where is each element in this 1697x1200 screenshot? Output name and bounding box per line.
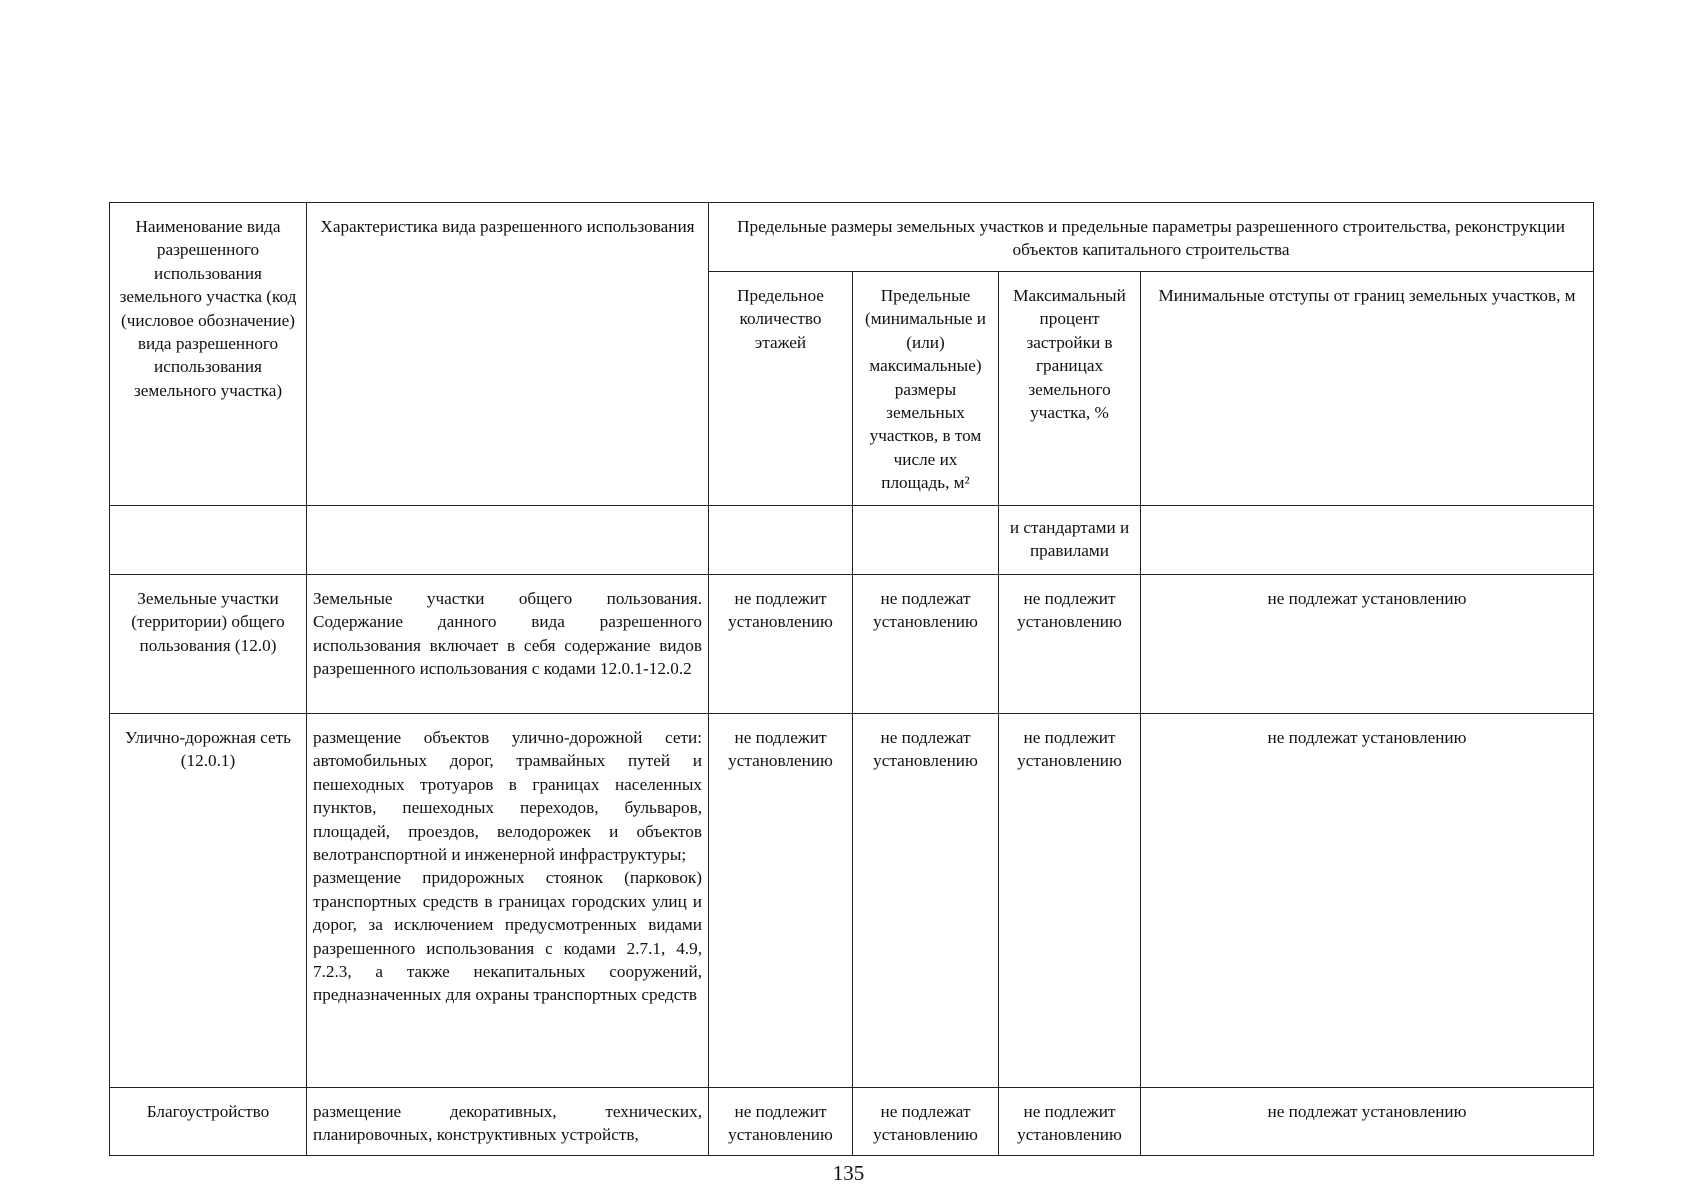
continuation-name-cell [110,506,307,575]
row-build-percent-cell: не подлежит установлению [999,714,1141,1088]
table-header-row-1 [110,203,1594,272]
description-paragraph: размещение придорожных стоянок (парковок) транспортных средств в границах городских улиц и дорог, за исключением предусмотренных видами разрешенного использования с кодами 2.7.1, 4.9, 7.2.3, а также некапитальных сооружений, предназначенных для охраны транспортных средств [313,868,702,1005]
regulations-table [109,202,1594,1156]
table-row [110,1088,1594,1156]
row-description-cell [307,575,709,714]
row-build-percent-cell: не подлежит установлению [999,575,1141,714]
header-name-column: Наименование вида разрешенного использования земельного участка (код (числовое обозначение) вида разрешенного использования земельного участка) [110,203,307,506]
continuation-build-percent-cell: и стандартами и правилами [999,506,1141,575]
header-description-column: Характеристика вида разрешенного использования [307,203,709,506]
header-setbacks: Минимальные отступы от границ земельных участков, м [1141,272,1594,506]
row-setbacks-cell: не подлежат установлению [1141,714,1594,1088]
description-paragraph: размещение декоративных, технических, планировочных, конструктивных устройств, [313,1102,702,1145]
header-floors: Предельное количество этажей [709,272,853,506]
row-name-cell: Улично-дорожная сеть (12.0.1) [110,714,307,1088]
header-plot-sizes: Предельные (минимальные и (или) максимальные) размеры земельных участков, в том числе их площадь, м² [853,272,999,506]
row-description-cell [307,714,709,1088]
continuation-plot-sizes-cell [853,506,999,575]
row-name-cell: Благоустройство [110,1088,307,1156]
row-setbacks-cell: не подлежат установлению [1141,1088,1594,1156]
continuation-floors-cell [709,506,853,575]
table-continuation-row [110,506,1594,575]
continuation-description-cell [307,506,709,575]
row-floors-cell: не подлежит установлению [709,1088,853,1156]
row-description-cell [307,1088,709,1156]
row-floors-cell: не подлежит установлению [709,714,853,1088]
header-build-percent: Максимальный процент застройки в границах земельного участка, % [999,272,1141,506]
table-row [110,714,1594,1088]
row-name-cell: Земельные участки (территории) общего пользования (12.0) [110,575,307,714]
page-number: 135 [832,1161,865,1185]
row-build-percent-cell: не подлежит установлению [999,1088,1141,1156]
row-floors-cell: не подлежит установлению [709,575,853,714]
header-limits-group: Предельные размеры земельных участков и предельные параметры разрешенного строительства, реконструкции объектов капитального строительства [709,203,1594,272]
row-plot-sizes-cell: не подлежат установлению [853,1088,999,1156]
continuation-setbacks-cell [1141,506,1594,575]
description-paragraph: Земельные участки общего пользования. Содержание данного вида разрешенного использования включает в себя содержание видов разрешенного использования с кодами 12.0.1-12.0.2 [313,589,702,679]
description-paragraph: размещение объектов улично-дорожной сети: автомобильных дорог, трамвайных путей и пешеходных тротуаров в границах населенных пунктов, пешеходных переходов, бульваров, площадей, проездов, велодорожек и объектов велотранспортной и инженерной инфраструктуры; [313,728,702,865]
row-plot-sizes-cell: не подлежат установлению [853,714,999,1088]
table-row [110,575,1594,714]
row-setbacks-cell: не подлежат установлению [1141,575,1594,714]
row-plot-sizes-cell: не подлежат установлению [853,575,999,714]
